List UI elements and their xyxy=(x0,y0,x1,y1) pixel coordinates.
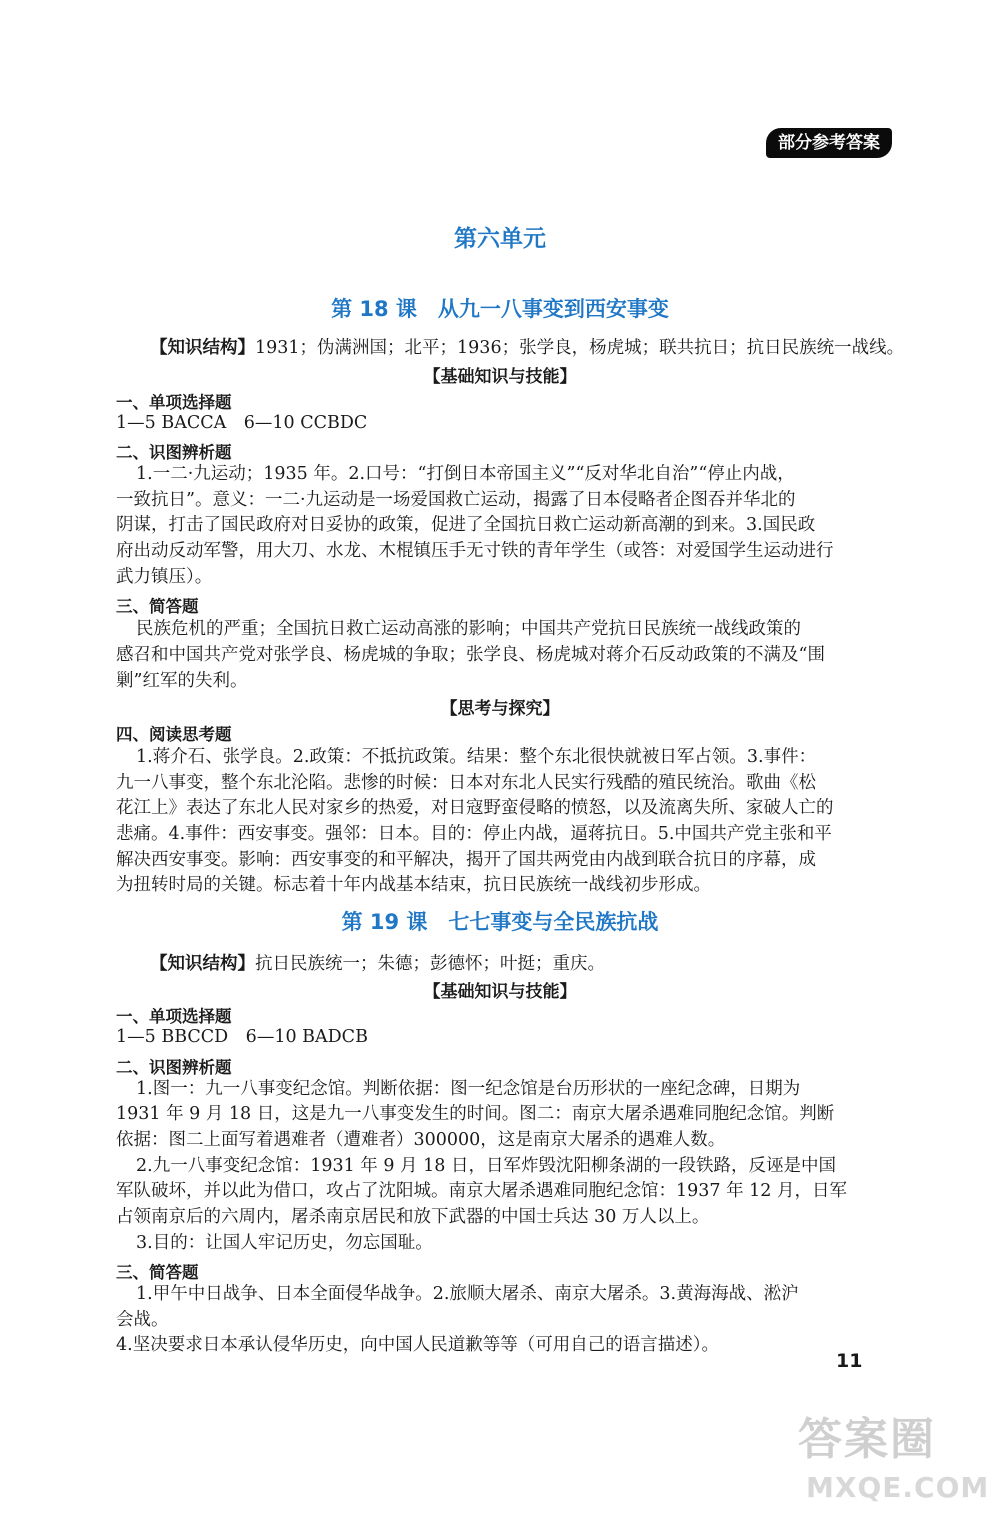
q2-line-3-19: 依据：图二上面写着遇难者（遭难者）300000，这是南京大屠杀的遇难人数。 xyxy=(116,1130,726,1150)
q2-line-7-19: 3.目的：让国人牢记历史，勿忘国耻。 xyxy=(136,1233,433,1253)
answers-1-18: 1—5 BACCA 6—10 CCBDC xyxy=(116,413,368,433)
lesson-19-title: 第 19 课 七七事变与全民族抗战 xyxy=(341,910,659,934)
q4-line-1-18: 1.蒋介石、张学良。2.政策：不抵抗政策。结果：整个东北很快就被日军占领。3.事件： xyxy=(136,747,817,767)
q4-line-2-18: 九一八事变，整个东北沦陷。悲惨的时候：日本对东北人民实行残酷的殖民统治。歌曲《松 xyxy=(116,773,816,793)
section-4-heading-18: 四、阅读思考题 xyxy=(116,725,232,744)
q3-line-2-18: 感召和中国共产党对张学良、杨虎城的争取；张学良、杨虎城对蒋介石反动政策的不满及“围 xyxy=(116,645,825,665)
section-2-heading-18: 二、识图辨析题 xyxy=(116,443,232,462)
q2-line-5-18: 武力镇压）。 xyxy=(116,567,213,587)
q4-line-6-18: 为扭转时局的关键。标志着十年内战基本结束，抗日民族统一战线初步形成。 xyxy=(116,875,711,895)
q3-line-1-18: 民族危机的严重；全国抗日救亡运动高涨的影响；中国共产党抗日民族统一战线政策的 xyxy=(136,619,801,639)
answers-1-19: 1—5 BBCCD 6—10 BADCB xyxy=(116,1027,368,1047)
section-2-heading-19: 二、识图辨析题 xyxy=(116,1058,232,1077)
section-3-heading-19: 三、简答题 xyxy=(116,1263,199,1282)
section-1-heading-19: 一、单项选择题 xyxy=(116,1007,232,1026)
unit-title: 第六单元 xyxy=(454,226,546,252)
q3-line-1-19: 1.甲午中日战争、日本全面侵华战争。2.旅顺大屠杀、南京大屠杀。3.黄海海战、淞沪 xyxy=(136,1284,799,1304)
q2-line-4-18: 府出动反动军警，用大刀、水龙、木棍镇压手无寸铁的青年学生（或答：对爱国学生运动进行 xyxy=(116,541,834,561)
q3-line-3-18: 剿”红军的失利。 xyxy=(116,671,248,691)
watermark-logo: 答案圈 xyxy=(798,1414,936,1465)
lesson-18-knowledge xyxy=(150,336,904,360)
q3-line-2-19: 会战。 xyxy=(116,1310,169,1330)
q4-line-4-18: 悲痛。4.事件：西安事变。强邻：日本。目的：停止内战，逼蒋抗日。5.中国共产党主张和平 xyxy=(116,824,832,844)
section-1-heading-18: 一、单项选择题 xyxy=(116,393,232,412)
page-number: 11 xyxy=(836,1350,863,1372)
q4-line-5-18: 解决西安事变。影响：西安事变的和平解决，揭开了国共两党由内战到联合抗日的序幕，成 xyxy=(116,850,816,870)
q2-line-1-19: 1.图一：九一八事变纪念馆。判断依据：图一纪念馆是台历形状的一座纪念碑，日期为 xyxy=(136,1079,801,1099)
lesson-18-title: 第 18 课 从九一八事变到西安事变 xyxy=(331,297,669,321)
q4-line-3-18: 花江上》表达了东北人民对家乡的热爱，对日寇野蛮侵略的愤怒，以及流离失所、家破人亡的 xyxy=(116,798,834,818)
q2-line-6-19: 占领南京后的六周内，屠杀南京居民和放下武器的中国士兵达 30 万人以上。 xyxy=(116,1207,710,1227)
q2-line-1-18: 1.一二·九运动；1935 年。2.口号：“打倒日本帝国主义”“反对华北自治”“停止内战， xyxy=(136,464,795,484)
knowledge-text: 1931；伪满洲国；北平；1936；张学良，杨虎城；联共抗日；抗日民族统一战线。 xyxy=(255,338,905,358)
q2-line-2-19: 1931 年 9 月 18 日，这是九一八事变发生的时间。图二：南京大屠杀遇难同胞纪念馆。判断 xyxy=(116,1104,835,1124)
basic-heading-19: 【基础知识与技能】 xyxy=(423,982,577,1002)
basic-heading-18: 【基础知识与技能】 xyxy=(423,367,577,387)
q2-line-5-19: 军队破坏，并以此为借口，攻占了沈阳城。南京大屠杀遇难同胞纪念馆：1937 年 12 月，日军 xyxy=(116,1181,847,1201)
answer-badge: 部分参考答案 xyxy=(766,128,892,158)
knowledge-label: 【知识结构】 xyxy=(150,954,255,974)
q2-line-4-19: 2.九一八事变纪念馆：1931 年 9 月 18 日，日军炸毁沈阳柳条湖的一段铁路，反诬是中国 xyxy=(136,1156,836,1176)
knowledge-text: 抗日民族统一；朱德；彭德怀；叶挺；重庆。 xyxy=(255,954,605,974)
q3-line-3-19: 4.坚决要求日本承认侵华历史，向中国人民道歉等等（可用自己的语言描述）。 xyxy=(116,1335,719,1355)
watermark-url: MXQE.COM xyxy=(806,1471,990,1504)
explore-heading-18: 【思考与探究】 xyxy=(440,699,560,719)
q2-line-3-18: 阴谋，打击了国民政府对日妥协的政策，促进了全国抗日救亡运动新高潮的到来。3.国民政 xyxy=(116,515,816,535)
knowledge-label: 【知识结构】 xyxy=(150,338,255,358)
section-3-heading-18: 三、简答题 xyxy=(116,597,199,616)
lesson-19-knowledge xyxy=(150,952,605,976)
q2-line-2-18: 一致抗日”。意义：一二·九运动是一场爱国救亡运动，揭露了日本侵略者企图吞并华北的 xyxy=(116,490,796,510)
